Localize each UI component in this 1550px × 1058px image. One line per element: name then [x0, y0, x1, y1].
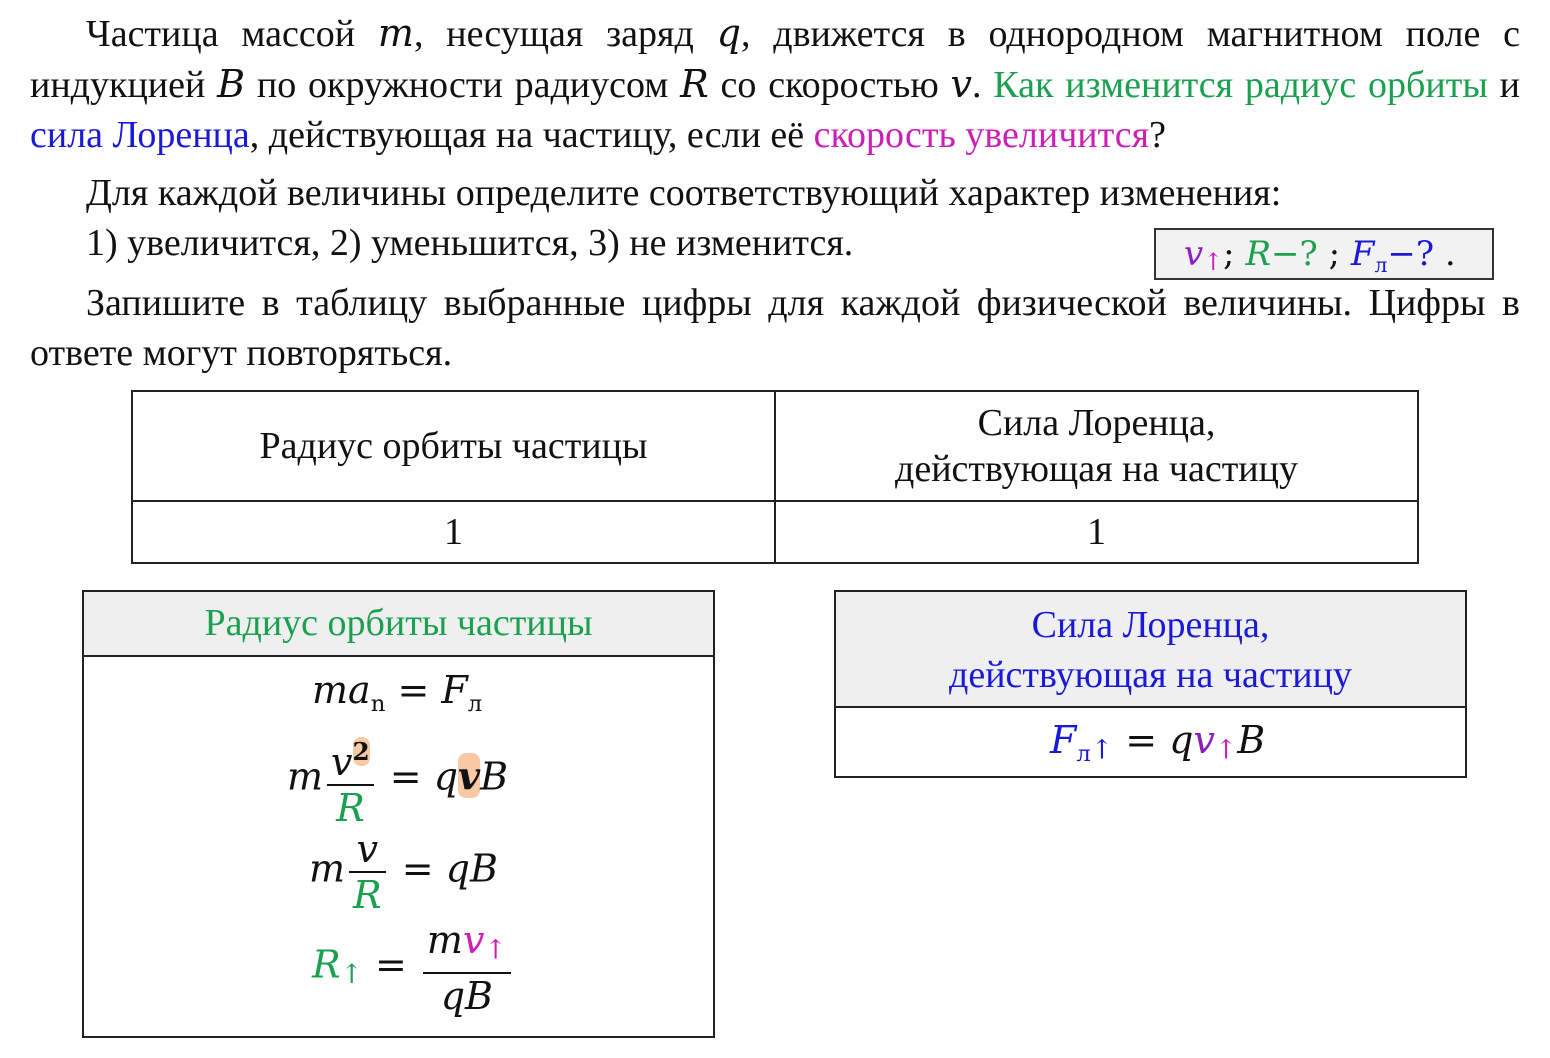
var-v: v [950, 62, 972, 106]
text-segment: , действующая на частицу, если её [249, 114, 814, 156]
eq-v: v [331, 739, 353, 784]
eq-R: R [312, 942, 341, 987]
text-segment: по окружности радиусом [245, 64, 681, 106]
text-segment: ? [1149, 114, 1166, 156]
instruction-options: 1) увеличится, 2) уменьшится, 3) не изменится. [86, 222, 854, 264]
eq-q: q [1169, 718, 1194, 762]
text-segment: , движется в однородном магнитном поле с индукцией [30, 13, 1521, 106]
eq-F-subscript: л [1076, 740, 1091, 767]
given-F: F [1350, 234, 1375, 274]
up-arrow-icon: ↑ [1203, 247, 1224, 276]
var-R: R [680, 62, 709, 106]
eq-m: m [312, 668, 349, 712]
denominator-R: R [349, 871, 386, 917]
eq-sign: = [362, 942, 419, 987]
problem-paragraph-1 [30, 8, 1520, 160]
eq-B: B [480, 754, 509, 799]
solution-lorentz-title [836, 592, 1465, 708]
highlight-speed-increase: скорость увеличится [813, 114, 1150, 156]
table-header-row [132, 391, 1418, 501]
text-segment: . [972, 64, 994, 106]
eq-v-highlight: v [458, 753, 481, 799]
fraction [327, 730, 374, 830]
var-m: m [377, 11, 414, 55]
eq-exponent-highlight: 2 [352, 737, 370, 766]
numerator-v: v [356, 827, 379, 871]
var-B: B [217, 62, 246, 106]
given-R-unknown: −? [1271, 234, 1318, 274]
header-lorentz-line1: Сила Лоренца, [977, 402, 1216, 444]
given-F-unknown: −? [1387, 234, 1435, 274]
eq-a: a [348, 668, 371, 712]
eq-F: F [1050, 718, 1077, 762]
eq-m: m [309, 846, 346, 891]
answer-radius[interactable]: 1 [132, 501, 775, 563]
text-segment: и [1487, 64, 1521, 106]
separator: . [1434, 234, 1456, 274]
equation-lorentz [1050, 718, 1265, 767]
eq-q: q [433, 754, 459, 799]
eq-F: F [441, 668, 468, 712]
fraction [349, 827, 386, 917]
solution-radius-title: Радиус орбиты частицы [84, 592, 713, 657]
problem-paragraph-3: Запишите в таблицу выбранные цифры для каждой физической величины. Цифры в ответе могут повторяться. [30, 282, 1520, 374]
eq-sign: = [377, 754, 434, 799]
header-lorentz-line2: действующая на частицу [895, 448, 1298, 490]
header-lorentz [775, 391, 1418, 501]
answer-table [131, 390, 1419, 564]
text-segment: Частица массой [86, 13, 378, 55]
denominator-qB: qB [423, 972, 511, 1018]
up-arrow-icon: ↑ [340, 958, 363, 990]
highlight-radius-question: Как изменится радиус орбиты [993, 64, 1488, 106]
up-arrow-icon: ↑ [1214, 734, 1238, 766]
eq-F-subscript: л [467, 690, 483, 717]
title-line-1: Сила Лоренца, [1031, 604, 1270, 646]
given-R: R [1245, 234, 1272, 274]
up-arrow-icon: ↑ [484, 934, 507, 966]
numerator [327, 730, 374, 784]
fraction [423, 918, 511, 1018]
highlight-lorentz-force: сила Лоренца [30, 114, 250, 156]
equation-centripetal [287, 730, 508, 830]
title-line-2: действующая на частицу [949, 654, 1352, 696]
separator: ; [1317, 234, 1351, 274]
eq-sign: = [389, 846, 446, 891]
table-value-row [132, 501, 1418, 563]
numerator [423, 918, 511, 972]
equation-simplified [309, 827, 498, 917]
given-F-subscript: л [1374, 253, 1388, 278]
eq-m: m [426, 918, 463, 962]
eq-m: m [287, 754, 324, 799]
equation-radius-result [312, 918, 515, 1018]
text-segment: , несущая заряд [413, 13, 717, 55]
given-v: v [1184, 234, 1204, 274]
denominator-R: R [327, 784, 374, 830]
text-segment: со скоростью [708, 64, 951, 106]
eq-B: B [1237, 718, 1266, 762]
separator: ; [1223, 234, 1246, 274]
equation-newton [312, 668, 482, 717]
solution-lorentz-box [834, 590, 1467, 778]
answer-lorentz[interactable]: 1 [775, 501, 1418, 563]
solution-radius-box [82, 590, 715, 1038]
given-box [1154, 228, 1494, 280]
eq-a-subscript: n [370, 690, 386, 717]
up-arrow-icon: ↑ [1090, 734, 1114, 766]
instruction-line-1: Для каждой величины определите соответствующий характер изменения: [86, 172, 1282, 214]
var-q: q [716, 11, 741, 55]
eq-v: v [462, 918, 485, 962]
eq-v: v [1193, 718, 1215, 762]
eq-sign: = [1113, 718, 1170, 762]
header-radius: Радиус орбиты частицы [132, 391, 775, 501]
eq-sign: = [385, 668, 442, 712]
eq-qB: qB [445, 846, 498, 891]
